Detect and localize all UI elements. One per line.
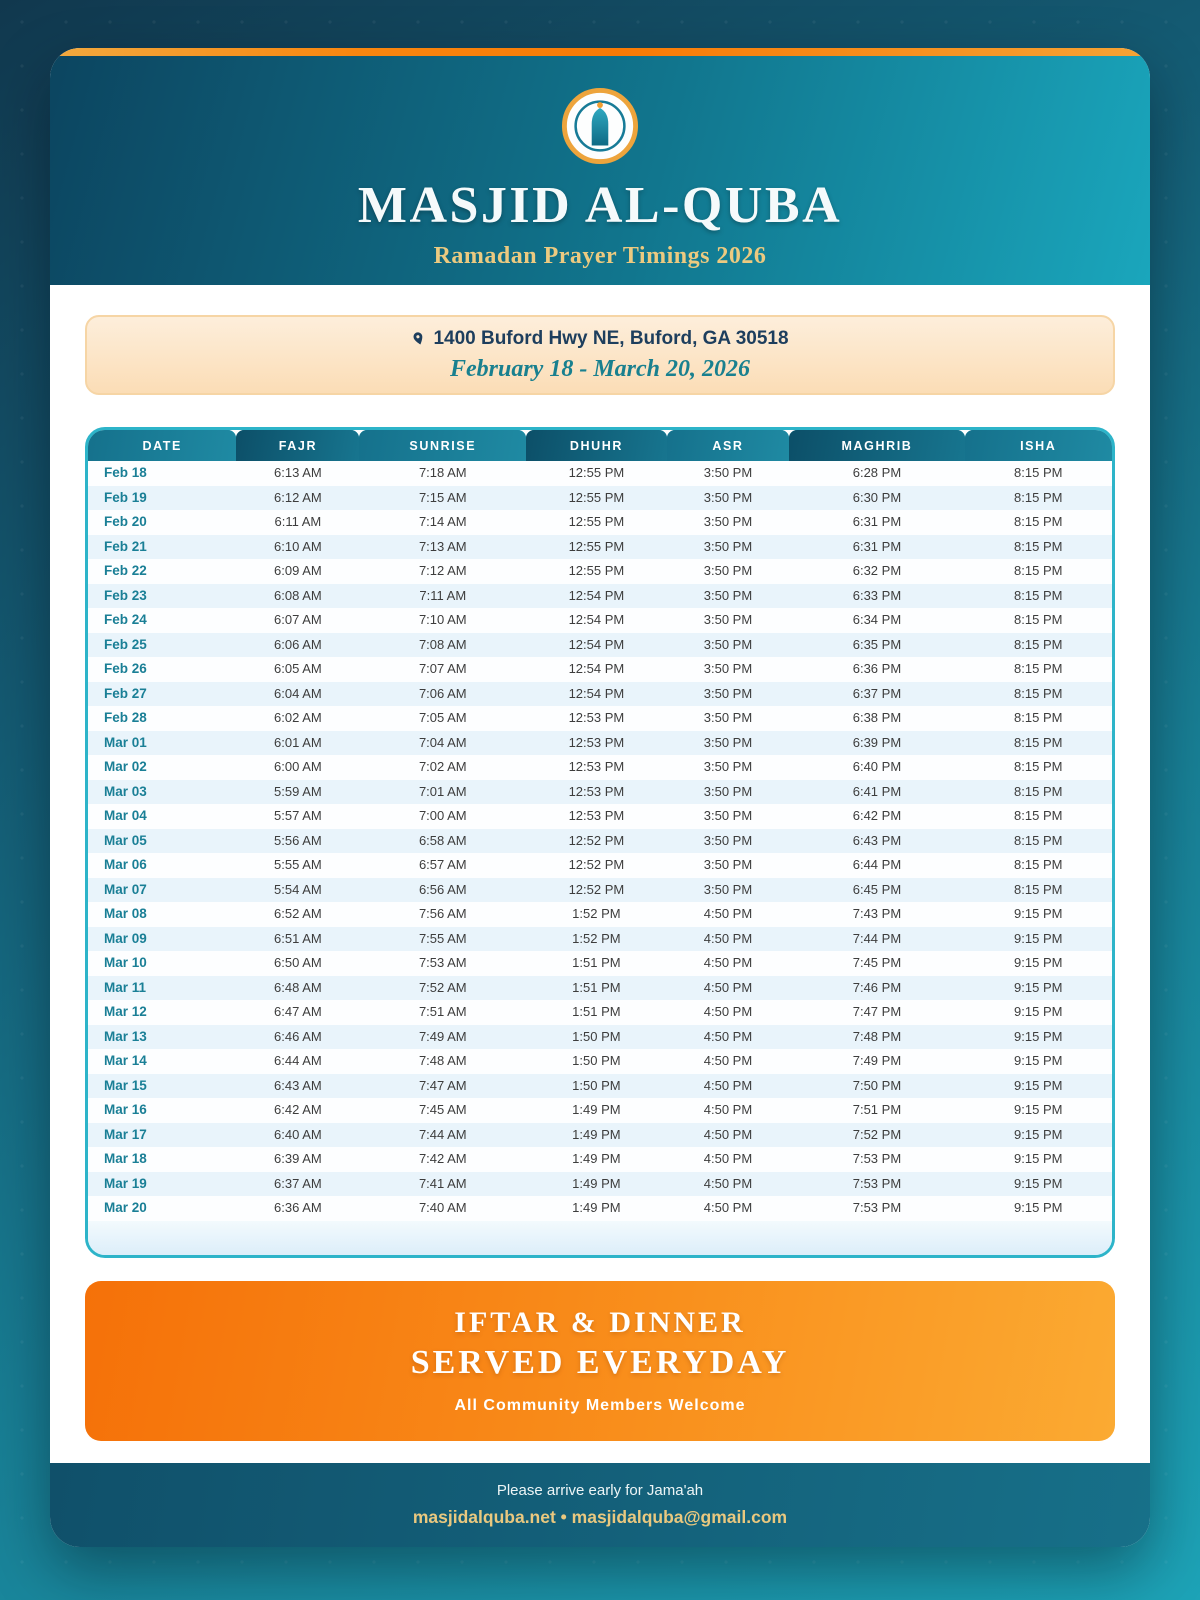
date-cell: Mar 19 [104, 1175, 147, 1191]
time-cell: 7:18 AM [418, 465, 467, 480]
time-cell: 8:15 PM [1014, 563, 1063, 578]
prayer-times-table-container [85, 427, 1115, 1258]
time-cell: 6:37 PM [852, 685, 902, 701]
time-cell: 6:01 AM [274, 734, 322, 750]
time-cell: 12:52 PM [568, 857, 625, 872]
time-cell: 12:53 PM [568, 734, 625, 750]
time-cell: 7:41 AM [418, 1175, 467, 1191]
time-cell: 7:11 AM [419, 587, 467, 603]
table-row [88, 1147, 1112, 1172]
time-cell: 12:52 PM [568, 832, 625, 848]
time-cell: 6:41 PM [852, 783, 902, 799]
map-pin-icon [409, 329, 428, 348]
time-cell: 8:15 PM [1014, 538, 1063, 554]
table-row [88, 853, 1112, 878]
time-cell: 3:50 PM [703, 489, 753, 505]
time-cell: 6:43 AM [274, 1077, 322, 1093]
time-cell: 6:32 PM [852, 563, 902, 578]
time-cell: 9:15 PM [1014, 1028, 1063, 1044]
table-bottom-padding [88, 1221, 1112, 1255]
time-cell: 6:35 PM [852, 636, 902, 652]
date-cell: Mar 20 [104, 1200, 147, 1215]
iftar-subtitle: All Community Members Welcome [454, 1397, 746, 1414]
iftar-banner [85, 1281, 1115, 1441]
time-cell: 4:50 PM [703, 906, 753, 921]
address-banner [85, 315, 1115, 395]
time-cell: 7:48 PM [852, 1028, 902, 1044]
time-cell: 6:11 AM [274, 514, 322, 529]
table-row [88, 559, 1112, 584]
time-cell: 4:50 PM [703, 1175, 753, 1191]
time-cell: 7:06 AM [418, 685, 467, 701]
time-cell: 6:06 AM [274, 636, 322, 652]
time-cell: 12:55 PM [568, 514, 625, 529]
time-cell: 6:36 PM [852, 661, 902, 676]
date-cell: Feb 19 [104, 489, 147, 505]
time-cell: 6:13 AM [274, 465, 322, 480]
date-cell: Feb 22 [104, 563, 147, 578]
time-cell: 7:48 AM [418, 1053, 467, 1068]
time-cell: 7:49 AM [418, 1028, 467, 1044]
time-cell: 12:54 PM [568, 636, 625, 652]
column-header-dhuhr: DHUHR [526, 430, 666, 461]
time-cell: 6:12 AM [274, 489, 322, 505]
time-cell: 3:50 PM [703, 465, 753, 480]
date-range: February 18 - March 20, 2026 [449, 355, 750, 382]
table-row [88, 902, 1112, 927]
time-cell: 6:42 PM [852, 808, 902, 823]
time-cell: 7:02 AM [418, 759, 467, 774]
time-cell: 6:40 PM [852, 759, 902, 774]
time-cell: 12:53 PM [568, 710, 625, 725]
time-cell: 3:50 PM [703, 685, 753, 701]
date-cell: Mar 10 [104, 955, 147, 970]
time-cell: 7:45 PM [852, 955, 902, 970]
time-cell: 7:45 AM [418, 1102, 467, 1117]
time-cell: 9:15 PM [1014, 1053, 1063, 1068]
time-cell: 7:51 AM [418, 1004, 467, 1019]
table-row [88, 878, 1112, 903]
time-cell: 8:15 PM [1014, 783, 1063, 799]
table-row [88, 486, 1112, 511]
time-cell: 7:05 AM [418, 710, 467, 725]
time-cell: 6:33 PM [852, 587, 902, 603]
date-cell: Mar 01 [104, 734, 147, 750]
prayer-times-table [88, 430, 1112, 1221]
time-cell: 6:38 PM [852, 710, 902, 725]
time-cell: 6:04 AM [274, 685, 322, 701]
column-header-isha: ISHA [965, 430, 1113, 461]
time-cell: 12:53 PM [568, 783, 625, 799]
time-cell: 12:55 PM [568, 563, 625, 578]
date-cell: Mar 12 [104, 1004, 147, 1019]
time-cell: 1:49 PM [572, 1102, 621, 1117]
time-cell: 7:50 PM [852, 1077, 902, 1093]
time-cell: 6:52 AM [274, 906, 322, 921]
time-cell: 7:10 AM [418, 612, 467, 627]
footer-contact: masjidalquba.net • masjidalquba@gmail.com [412, 1507, 788, 1527]
time-cell: 6:51 AM [274, 930, 322, 946]
time-cell: 4:50 PM [703, 1028, 753, 1044]
table-row [88, 780, 1112, 805]
time-cell: 9:15 PM [1014, 1126, 1063, 1142]
time-cell: 7:40 AM [418, 1200, 467, 1215]
table-row [88, 976, 1112, 1001]
time-cell: 3:50 PM [703, 563, 753, 578]
time-cell: 3:50 PM [703, 881, 753, 897]
time-cell: 5:55 AM [274, 857, 322, 872]
time-cell: 6:50 AM [274, 955, 322, 970]
time-cell: 3:50 PM [703, 734, 753, 750]
time-cell: 7:52 PM [852, 1126, 902, 1142]
time-cell: 7:55 AM [418, 930, 467, 946]
time-cell: 7:15 AM [418, 489, 467, 505]
time-cell: 6:34 PM [852, 612, 902, 627]
time-cell: 12:54 PM [568, 661, 625, 676]
time-cell: 7:01 AM [418, 783, 467, 799]
time-cell: 6:47 AM [274, 1004, 322, 1019]
date-cell: Mar 11 [104, 979, 147, 995]
time-cell: 7:13 AM [418, 538, 467, 554]
address-text: 1400 Buford Hwy NE, Buford, GA 30518 [433, 327, 789, 349]
table-row [88, 633, 1112, 658]
time-cell: 9:15 PM [1014, 1200, 1063, 1215]
time-cell: 7:12 AM [418, 563, 467, 578]
date-cell: Mar 15 [104, 1077, 147, 1093]
date-cell: Feb 24 [104, 612, 147, 627]
time-cell: 7:43 PM [852, 906, 902, 921]
time-cell: 4:50 PM [703, 1077, 753, 1093]
time-cell: 5:59 AM [274, 783, 322, 799]
time-cell: 7:46 PM [852, 979, 902, 995]
time-cell: 3:50 PM [703, 808, 753, 823]
column-header-asr: ASR [667, 430, 790, 461]
time-cell: 3:50 PM [703, 612, 753, 627]
time-cell: 9:15 PM [1014, 1102, 1063, 1117]
time-cell: 1:49 PM [572, 1175, 621, 1191]
time-cell: 9:15 PM [1014, 1077, 1063, 1093]
iftar-heading-line2: SERVED EVERYDAY [410, 1344, 790, 1381]
time-cell: 4:50 PM [703, 1151, 753, 1166]
time-cell: 6:02 AM [274, 710, 322, 725]
time-cell: 1:52 PM [572, 930, 621, 946]
time-cell: 9:15 PM [1014, 1004, 1063, 1019]
time-cell: 6:45 PM [852, 881, 902, 897]
time-cell: 12:53 PM [568, 808, 625, 823]
time-cell: 6:00 AM [274, 759, 322, 774]
masjid-logo-icon [561, 87, 639, 165]
time-cell: 6:46 AM [274, 1028, 322, 1044]
date-cell: Feb 28 [104, 710, 147, 725]
table-row [88, 927, 1112, 952]
table-row [88, 755, 1112, 780]
time-cell: 8:15 PM [1014, 832, 1063, 848]
date-cell: Mar 07 [104, 881, 147, 897]
time-cell: 6:07 AM [274, 612, 322, 627]
date-cell: Mar 08 [104, 906, 147, 921]
time-cell: 5:56 AM [274, 832, 322, 848]
time-cell: 6:39 AM [274, 1151, 322, 1166]
time-cell: 1:49 PM [572, 1151, 621, 1166]
time-cell: 7:53 PM [852, 1200, 902, 1215]
time-cell: 4:50 PM [703, 1004, 753, 1019]
table-row [88, 1000, 1112, 1025]
time-cell: 8:15 PM [1014, 514, 1063, 529]
table-row [88, 1098, 1112, 1123]
time-cell: 3:50 PM [703, 832, 753, 848]
table-row [88, 804, 1112, 829]
time-cell: 3:50 PM [703, 661, 753, 676]
time-cell: 7:04 AM [418, 734, 467, 750]
date-cell: Mar 04 [104, 808, 147, 823]
time-cell: 6:56 AM [418, 881, 467, 897]
card-body [50, 285, 1150, 1463]
table-row [88, 1196, 1112, 1221]
time-cell: 3:50 PM [703, 538, 753, 554]
date-cell: Mar 13 [104, 1028, 147, 1044]
date-cell: Mar 18 [104, 1151, 147, 1166]
time-cell: 4:50 PM [703, 930, 753, 946]
table-row [88, 951, 1112, 976]
time-cell: 12:55 PM [568, 538, 625, 554]
time-cell: 7:07 AM [418, 661, 467, 676]
table-row [88, 731, 1112, 756]
date-cell: Mar 14 [104, 1053, 147, 1068]
time-cell: 7:51 PM [852, 1102, 902, 1117]
hero-header [50, 56, 1150, 285]
date-cell: Feb 26 [104, 661, 147, 676]
time-cell: 3:50 PM [703, 514, 753, 529]
time-cell: 6:37 AM [274, 1175, 322, 1191]
date-cell: Mar 16 [104, 1102, 147, 1117]
time-cell: 9:15 PM [1014, 955, 1063, 970]
time-cell: 1:50 PM [572, 1028, 621, 1044]
time-cell: 8:15 PM [1014, 808, 1063, 823]
flyer-card [50, 48, 1150, 1547]
time-cell: 8:15 PM [1014, 465, 1063, 480]
page-subtitle: Ramadan Prayer Timings 2026 [433, 243, 767, 269]
time-cell: 7:44 AM [418, 1126, 467, 1142]
time-cell: 9:15 PM [1014, 1175, 1063, 1191]
date-cell: Feb 27 [104, 685, 147, 701]
time-cell: 9:15 PM [1014, 906, 1063, 921]
time-cell: 5:57 AM [274, 808, 322, 823]
time-cell: 1:51 PM [572, 1004, 621, 1019]
date-cell: Mar 02 [104, 759, 147, 774]
column-header-sunrise: SUNRISE [359, 430, 526, 461]
time-cell: 4:50 PM [703, 1053, 753, 1068]
time-cell: 4:50 PM [703, 1200, 753, 1215]
time-cell: 3:50 PM [703, 587, 753, 603]
table-row [88, 1123, 1112, 1148]
date-cell: Feb 23 [104, 587, 147, 603]
table-row [88, 1074, 1112, 1099]
time-cell: 6:08 AM [274, 587, 322, 603]
time-cell: 6:28 PM [852, 465, 902, 480]
table-row [88, 1049, 1112, 1074]
time-cell: 8:15 PM [1014, 685, 1063, 701]
table-row [88, 829, 1112, 854]
time-cell: 7:08 AM [418, 636, 467, 652]
time-cell: 12:52 PM [568, 881, 625, 897]
iftar-heading-line1: IFTAR & DINNER [454, 1306, 746, 1339]
time-cell: 7:52 AM [418, 979, 467, 995]
time-cell: 8:15 PM [1014, 489, 1063, 505]
table-body [88, 461, 1112, 1221]
time-cell: 7:56 AM [418, 906, 467, 921]
time-cell: 8:15 PM [1014, 587, 1063, 603]
time-cell: 8:15 PM [1014, 636, 1063, 652]
address-line [411, 328, 788, 350]
time-cell: 12:53 PM [568, 759, 625, 774]
table-row [88, 461, 1112, 486]
date-cell: Feb 20 [104, 514, 147, 529]
date-cell: Mar 06 [104, 857, 147, 872]
table-header-row [88, 430, 1112, 461]
time-cell: 1:49 PM [572, 1200, 621, 1215]
time-cell: 1:50 PM [572, 1053, 621, 1068]
time-cell: 1:50 PM [572, 1077, 621, 1093]
column-header-maghrib: MAGHRIB [789, 430, 964, 461]
time-cell: 5:54 AM [274, 881, 322, 897]
table-row [88, 682, 1112, 707]
time-cell: 8:15 PM [1014, 612, 1063, 627]
time-cell: 4:50 PM [703, 955, 753, 970]
date-cell: Feb 25 [104, 636, 147, 652]
time-cell: 3:50 PM [703, 759, 753, 774]
time-cell: 7:00 AM [418, 808, 467, 823]
time-cell: 7:53 PM [852, 1175, 902, 1191]
time-cell: 6:42 AM [274, 1102, 322, 1117]
time-cell: 7:44 PM [852, 930, 902, 946]
time-cell: 3:50 PM [703, 783, 753, 799]
time-cell: 12:54 PM [568, 685, 625, 701]
time-cell: 6:44 AM [274, 1053, 322, 1068]
time-cell: 6:57 AM [418, 857, 467, 872]
time-cell: 6:40 AM [274, 1126, 322, 1142]
time-cell: 7:47 AM [418, 1077, 467, 1093]
time-cell: 6:09 AM [274, 563, 322, 578]
time-cell: 7:49 PM [852, 1053, 902, 1068]
time-cell: 3:50 PM [703, 636, 753, 652]
footer-note: Please arrive early for Jama'ah [496, 1482, 704, 1499]
time-cell: 6:43 PM [852, 832, 902, 848]
time-cell: 1:51 PM [572, 955, 621, 970]
time-cell: 9:15 PM [1014, 1151, 1063, 1166]
time-cell: 1:49 PM [572, 1126, 621, 1142]
time-cell: 6:31 PM [852, 538, 902, 554]
time-cell: 7:14 AM [418, 514, 467, 529]
date-cell: Feb 21 [104, 538, 147, 554]
time-cell: 4:50 PM [703, 1102, 753, 1117]
time-cell: 6:44 PM [852, 857, 902, 872]
top-accent-bar [50, 48, 1150, 56]
date-cell: Mar 09 [104, 930, 147, 946]
time-cell: 6:05 AM [274, 661, 322, 676]
column-header-date: DATE [88, 430, 236, 461]
time-cell: 8:15 PM [1014, 710, 1063, 725]
time-cell: 6:48 AM [274, 979, 322, 995]
time-cell: 7:47 PM [852, 1004, 902, 1019]
column-header-fajr: FAJR [236, 430, 359, 461]
time-cell: 6:10 AM [274, 538, 322, 554]
time-cell: 12:55 PM [568, 465, 625, 480]
date-cell: Mar 17 [104, 1126, 147, 1142]
time-cell: 6:30 PM [852, 489, 902, 505]
table-row [88, 608, 1112, 633]
table-row [88, 584, 1112, 609]
time-cell: 8:15 PM [1014, 759, 1063, 774]
time-cell: 3:50 PM [703, 857, 753, 872]
time-cell: 7:53 AM [418, 955, 467, 970]
time-cell: 6:31 PM [852, 514, 902, 529]
time-cell: 1:52 PM [572, 906, 621, 921]
time-cell: 12:54 PM [568, 612, 625, 627]
table-row [88, 657, 1112, 682]
time-cell: 9:15 PM [1014, 930, 1063, 946]
time-cell: 4:50 PM [703, 979, 753, 995]
time-cell: 8:15 PM [1014, 857, 1063, 872]
time-cell: 7:53 PM [852, 1151, 902, 1166]
time-cell: 8:15 PM [1014, 881, 1063, 897]
time-cell: 7:42 AM [418, 1151, 467, 1166]
time-cell: 6:58 AM [418, 832, 467, 848]
date-cell: Mar 03 [104, 783, 147, 799]
table-row [88, 1025, 1112, 1050]
time-cell: 6:39 PM [852, 734, 902, 750]
page-title: MASJID AL-QUBA [357, 177, 843, 234]
table-row [88, 706, 1112, 731]
time-cell: 12:54 PM [568, 587, 625, 603]
table-row [88, 1172, 1112, 1197]
date-cell: Feb 18 [104, 465, 147, 480]
time-cell: 4:50 PM [703, 1126, 753, 1142]
date-cell: Mar 05 [104, 832, 147, 848]
time-cell: 8:15 PM [1014, 661, 1063, 676]
time-cell: 1:51 PM [572, 979, 621, 995]
time-cell: 6:36 AM [274, 1200, 322, 1215]
table-row [88, 510, 1112, 535]
time-cell: 12:55 PM [568, 489, 625, 505]
card-footer [50, 1463, 1150, 1547]
table-row [88, 535, 1112, 560]
time-cell: 3:50 PM [703, 710, 753, 725]
time-cell: 9:15 PM [1014, 979, 1063, 995]
time-cell: 8:15 PM [1014, 734, 1063, 750]
